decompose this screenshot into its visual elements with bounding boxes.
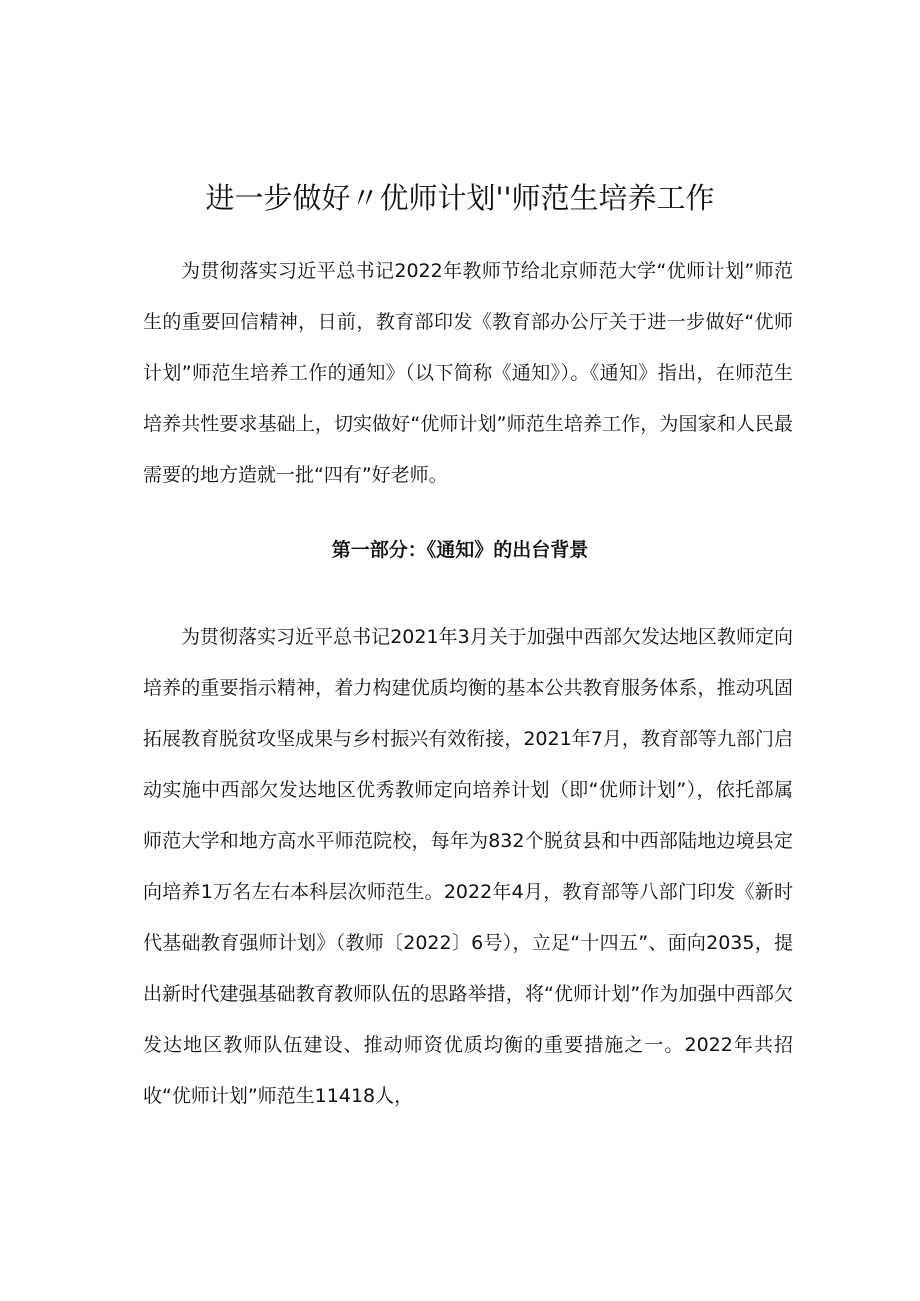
intro-paragraph: 为贯彻落实习近平总书记2022年教师节给北京师范大学“优师计划”师范生的重要回信精神，日前，教育部印发《教育部办公厅关于进一步做好“优师计划”师范生培养工作的通知》（以下简称《通知》）。《通知》指出，在师范生培养共性要求基础上，切实做好“优师计划”师范生培养工作，为国家和人民最需要的地方造就一批“四有”好老师。 (143, 260, 793, 486)
section-paragraph: 为贯彻落实习近平总书记2021年3月关于加强中西部欠发达地区教师定向培养的重要指示精神，着力构建优质均衡的基本公共教育服务体系，推动巩固拓展教育脱贫攻坚成果与乡村振兴有效衔接，2021年7月，教育部等九部门启动实施中西部欠发达地区优秀教师定向培养计划（即“优师计划”），依托部属师范大学和地方高水平师范院校，每年为832个脱贫县和中西部陆地边境县定向培养1万名左右本科层次师范生。2022年4月，教育部等八部门印发《新时代基础教育强师计划》（教师〔2022〕6号），立足“十四五”、面向2035，提出新时代建强基础教育教师队伍的思路举措，将“优师计划”作为加强中西部欠发达地区教师队伍建设、推动师资优质均衡的重要措施之一。2022年共招收“优师计划”师范生11418人， (143, 626, 793, 1107)
document-title: 进一步做好〃优师计划''师范生培养工作 (205, 181, 715, 215)
section-heading: 第一部分：《通知》的出台背景 (331, 539, 589, 561)
